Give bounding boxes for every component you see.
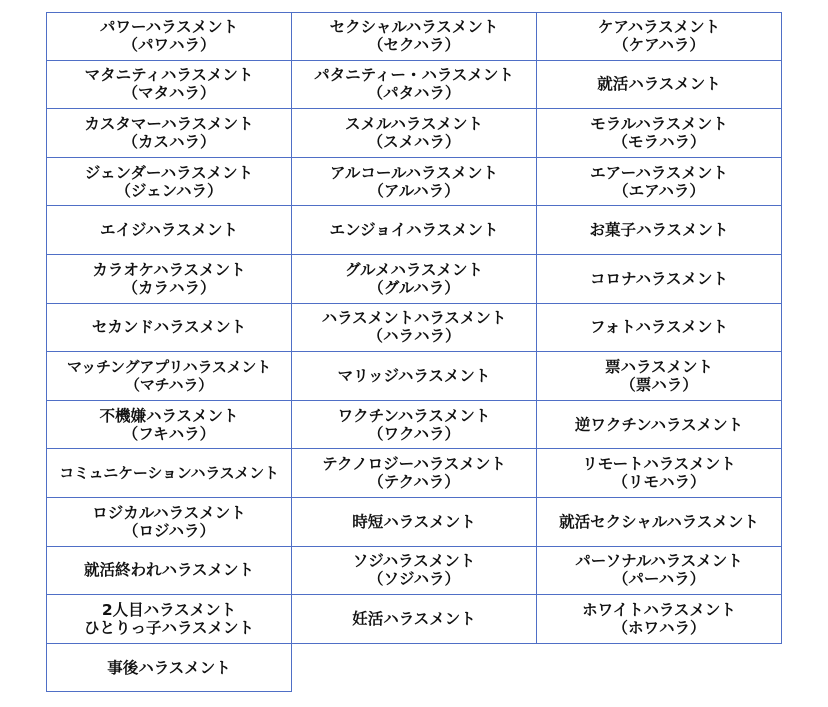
harassment-abbreviation: （エアハラ） <box>613 181 705 200</box>
table-cell <box>537 352 782 401</box>
harassment-name: エアーハラスメント <box>590 163 728 182</box>
table-cell <box>46 401 292 450</box>
harassment-name: ケアハラスメント <box>597 18 721 37</box>
table-cell <box>537 158 782 207</box>
harassment-name: セクシャルハラスメント <box>329 18 499 37</box>
harassment-abbreviation: ひとりっ子ハラスメント <box>83 618 255 637</box>
table-cell <box>292 449 537 498</box>
table-cell <box>46 498 292 547</box>
harassment-name: 2人目ハラスメント <box>101 600 237 619</box>
harassment-abbreviation: （ケアハラ） <box>613 36 705 55</box>
harassment-abbreviation: （ロジハラ） <box>123 521 215 540</box>
harassment-name: ハラスメントハラスメント <box>321 309 507 328</box>
table-cell <box>537 449 782 498</box>
harassment-abbreviation: （フキハラ） <box>122 424 216 443</box>
harassment-name: セカンドハラスメント <box>91 318 247 337</box>
harassment-name: パタニティー・ハラスメント <box>314 66 514 85</box>
harassment-abbreviation: （パタハラ） <box>367 84 461 103</box>
table-cell <box>537 255 782 304</box>
table-cell <box>537 61 782 110</box>
harassment-abbreviation: （アルハラ） <box>368 181 460 200</box>
table-cell <box>46 352 292 401</box>
harassment-abbreviation: （モラハラ） <box>612 132 706 151</box>
table-cell <box>537 304 782 353</box>
harassment-name: パーソナルハラスメント <box>575 552 743 571</box>
harassment-abbreviation: （ハラハラ） <box>367 327 461 346</box>
harassment-abbreviation: （ジェンハラ） <box>115 181 223 200</box>
harassment-name: 不機嫌ハラスメント <box>99 406 239 425</box>
table-cell <box>292 206 537 255</box>
table-cell <box>46 644 292 693</box>
table-cell <box>46 158 292 207</box>
harassment-name: アルコールハラスメント <box>329 163 499 182</box>
table-cell <box>46 206 292 255</box>
harassment-name: マリッジハラスメント <box>337 366 491 385</box>
table-cell <box>292 61 537 110</box>
table-cell <box>537 401 782 450</box>
harassment-abbreviation: （カスハラ） <box>122 132 216 151</box>
harassment-abbreviation: （テクハラ） <box>368 473 460 492</box>
table-cell <box>292 255 537 304</box>
table-cell <box>46 449 292 498</box>
harassment-name: 事後ハラスメント <box>107 658 231 677</box>
harassment-abbreviation: （グルハラ） <box>368 278 460 297</box>
table-cell <box>292 304 537 353</box>
table-cell <box>537 206 782 255</box>
harassment-table <box>46 12 782 692</box>
table-cell <box>292 352 537 401</box>
table-cell <box>292 498 537 547</box>
harassment-abbreviation: （リモハラ） <box>612 473 706 492</box>
table-cell <box>46 109 292 158</box>
harassment-name: 就活ハラスメント <box>597 75 721 94</box>
harassment-name: お菓子ハラスメント <box>589 221 729 240</box>
harassment-name: パワーハラスメント <box>99 18 239 37</box>
harassment-name: 就活終われハラスメント <box>83 561 255 580</box>
harassment-name: ソジハラスメント <box>352 552 476 571</box>
harassment-name: コミュニケーションハラスメント <box>59 464 279 483</box>
table-cell <box>537 547 782 596</box>
harassment-name: 逆ワクチンハラスメント <box>574 415 744 434</box>
harassment-name: モラルハラスメント <box>590 114 728 133</box>
harassment-name: テクノロジーハラスメント <box>322 455 506 474</box>
table-cell <box>537 12 782 61</box>
table-cell <box>292 109 537 158</box>
harassment-name: マタニティハラスメント <box>84 66 254 85</box>
harassment-name: ジェンダーハラスメント <box>84 163 254 182</box>
harassment-abbreviation: （ソジハラ） <box>368 570 460 589</box>
harassment-name: マッチングアプリハラスメント <box>66 357 272 376</box>
harassment-abbreviation: （カラハラ） <box>122 278 216 297</box>
harassment-abbreviation: （パーハラ） <box>612 570 706 589</box>
table-cell <box>292 547 537 596</box>
table-cell <box>46 595 292 644</box>
harassment-name: 妊活ハラスメント <box>352 609 476 628</box>
harassment-name: カラオケハラスメント <box>92 260 246 279</box>
harassment-name: リモートハラスメント <box>582 455 736 474</box>
table-cell <box>46 61 292 110</box>
harassment-abbreviation: （マチハラ） <box>125 375 213 394</box>
harassment-name: カスタマーハラスメント <box>84 114 254 133</box>
table-cell <box>292 12 537 61</box>
table-cell <box>46 547 292 596</box>
harassment-abbreviation: （ホワハラ） <box>612 618 706 637</box>
table-cell <box>537 595 782 644</box>
table-cell <box>46 304 292 353</box>
harassment-name: 時短ハラスメント <box>352 512 476 531</box>
harassment-name: ワクチンハラスメント <box>337 406 491 425</box>
harassment-abbreviation: （マタハラ） <box>122 84 216 103</box>
harassment-name: コロナハラスメント <box>589 269 729 288</box>
table-cell <box>46 255 292 304</box>
table-cell <box>292 158 537 207</box>
table-cell <box>537 109 782 158</box>
table-cell <box>46 12 292 61</box>
table-cell <box>292 401 537 450</box>
harassment-name: エイジハラスメント <box>100 221 238 240</box>
table-cell <box>537 498 782 547</box>
harassment-abbreviation: （パワハラ） <box>122 36 216 55</box>
harassment-abbreviation: （セクハラ） <box>367 36 461 55</box>
harassment-name: ロジカルハラスメント <box>92 503 246 522</box>
harassment-abbreviation: （スメハラ） <box>367 132 461 151</box>
harassment-name: フォトハラスメント <box>590 318 728 337</box>
harassment-name: エンジョイハラスメント <box>329 221 499 240</box>
harassment-name: 票ハラスメント <box>604 357 714 376</box>
table-cell <box>292 595 537 644</box>
harassment-name: スメルハラスメント <box>345 114 483 133</box>
harassment-abbreviation: （票ハラ） <box>620 375 698 394</box>
harassment-abbreviation: （ワクハラ） <box>367 424 461 443</box>
harassment-name: 就活セクシャルハラスメント <box>559 512 759 531</box>
harassment-name: ホワイトハラスメント <box>582 600 736 619</box>
harassment-name: グルメハラスメント <box>345 260 483 279</box>
